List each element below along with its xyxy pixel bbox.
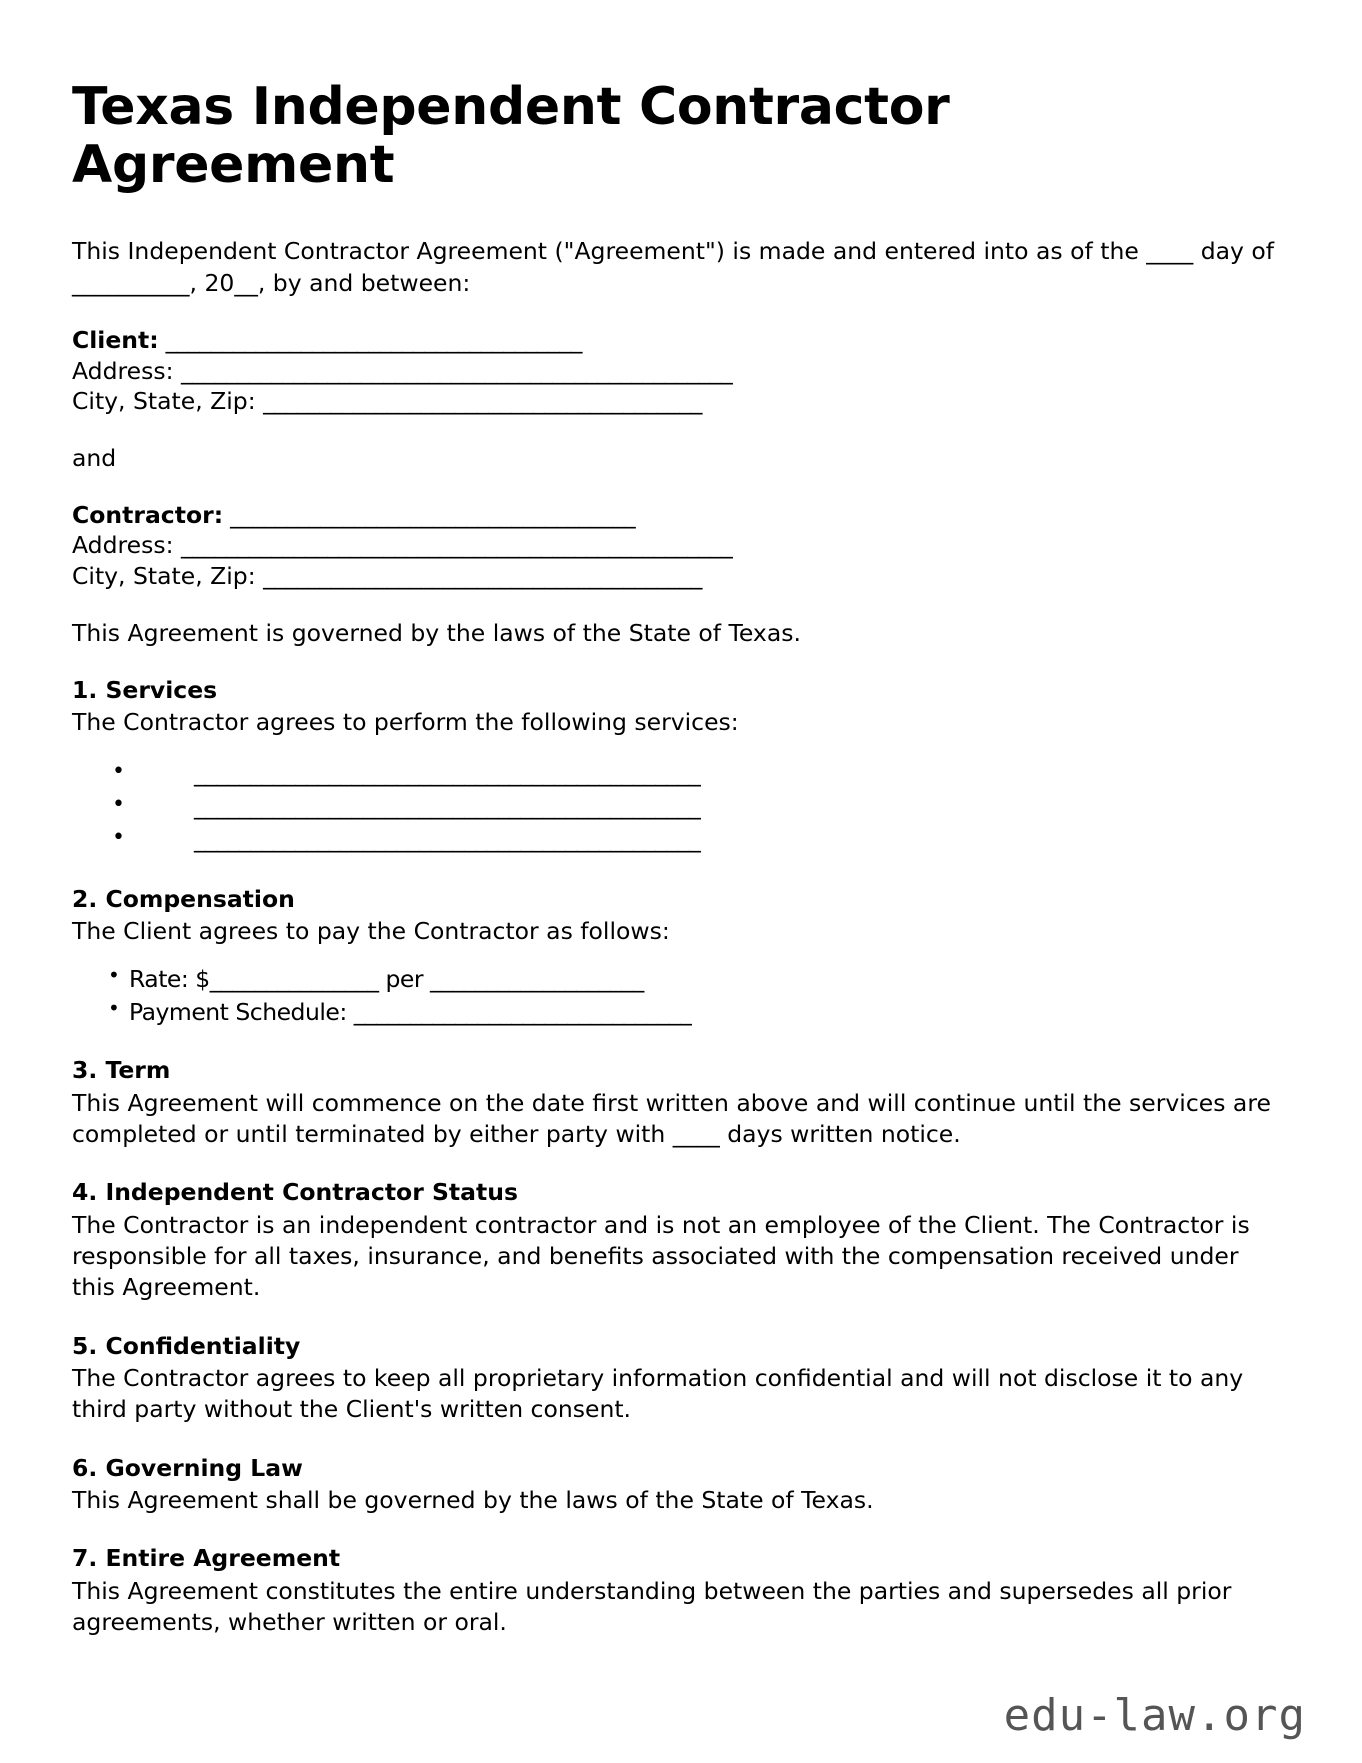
list-item[interactable]	[72, 996, 1290, 1028]
service-blank-2: _____________________________________________	[194, 791, 701, 820]
section-heading: 2. Compensation	[72, 884, 295, 913]
list-item[interactable]	[72, 757, 1290, 790]
client-name-row	[72, 325, 1290, 356]
client-city-row	[72, 386, 1290, 417]
contractor-address-blank[interactable]: _________________________________________________	[180, 531, 733, 560]
section-body: This Agreement constitutes the entire understanding between the parties and supersedes all prior agreements, whether written or oral.	[72, 1577, 1232, 1637]
contractor-party-block	[72, 500, 1290, 592]
contractor-city-row	[72, 561, 1290, 592]
section-body: The Contractor is an independent contractor and is not an employee of the Client. The Contractor is responsible for all taxes, insurance, and benefits associated with the compensation received under this Agreement.	[72, 1210, 1250, 1302]
service-blank-3: _____________________________________________	[194, 825, 701, 854]
section-independent-contractor-status	[72, 1177, 1290, 1303]
contractor-label: Contractor:	[72, 500, 224, 529]
section-body: The Contractor agrees to keep all proprietary information confidential and will not disclose it to any third party without the Client's written consent.	[72, 1364, 1244, 1424]
section-governing-law	[72, 1453, 1290, 1517]
site-watermark: edu-law.org	[1003, 1690, 1306, 1741]
page-title: Texas Independent Contractor Agreement	[72, 77, 950, 196]
list-item[interactable]	[72, 963, 1290, 995]
section-body: This Agreement will commence on the date first written above and will continue until the services are completed or until terminated by either party with ____ days written notice.	[72, 1088, 1271, 1149]
services-blank-list	[72, 757, 1290, 857]
list-item[interactable]	[72, 823, 1290, 856]
client-address-label: Address:	[72, 356, 181, 385]
section-heading: 1. Services	[72, 675, 218, 704]
contractor-name-row	[72, 500, 1290, 531]
section-confidentiality	[72, 1331, 1290, 1426]
client-city-blank[interactable]: _______________________________________	[263, 387, 702, 416]
section-entire-agreement	[72, 1543, 1290, 1638]
section-body: The Client agrees to pay the Contractor as follows:	[72, 917, 670, 946]
section-heading: 4. Independent Contractor Status	[72, 1178, 518, 1207]
contractor-city-label: City, State, Zip:	[72, 561, 264, 590]
list-item[interactable]	[72, 790, 1290, 823]
section-heading: 3. Term	[72, 1056, 171, 1085]
section-body: The Contractor agrees to perform the following services:	[72, 708, 739, 737]
client-address-blank[interactable]: _________________________________________________	[180, 356, 733, 385]
section-services	[72, 675, 1290, 857]
intro-paragraph: This Independent Contractor Agreement ("Agreement") is made and entered into as of the ____ day of __________, 20__, by and between:	[72, 237, 1275, 297]
contractor-city-blank[interactable]: _______________________________________	[263, 561, 702, 590]
contractor-name-blank[interactable]: ____________________________________	[223, 500, 636, 529]
section-heading: 7. Entire Agreement	[72, 1544, 341, 1573]
conjunction-and: and	[72, 443, 117, 472]
client-label: Client:	[72, 325, 159, 354]
compensation-list	[72, 963, 1290, 1028]
section-heading: 6. Governing Law	[72, 1453, 303, 1482]
contractor-address-row	[72, 530, 1290, 561]
section-heading: 5. Confidentiality	[72, 1331, 301, 1360]
service-blank-1: _____________________________________________	[194, 758, 701, 787]
client-address-row	[72, 356, 1290, 387]
contractor-address-label: Address:	[72, 531, 181, 560]
governing-statement: This Agreement is governed by the laws of the State of Texas.	[72, 618, 801, 647]
section-term	[72, 1055, 1290, 1150]
client-city-label: City, State, Zip:	[72, 387, 264, 416]
client-name-blank[interactable]: _____________________________________	[158, 325, 582, 354]
section-body: This Agreement shall be governed by the laws of the State of Texas.	[72, 1486, 874, 1515]
section-compensation	[72, 884, 1290, 1029]
client-party-block	[72, 325, 1290, 417]
payment-schedule-field: Payment Schedule: ______________________________	[129, 997, 692, 1026]
rate-field: Rate: $_______________ per ___________________	[129, 965, 644, 994]
